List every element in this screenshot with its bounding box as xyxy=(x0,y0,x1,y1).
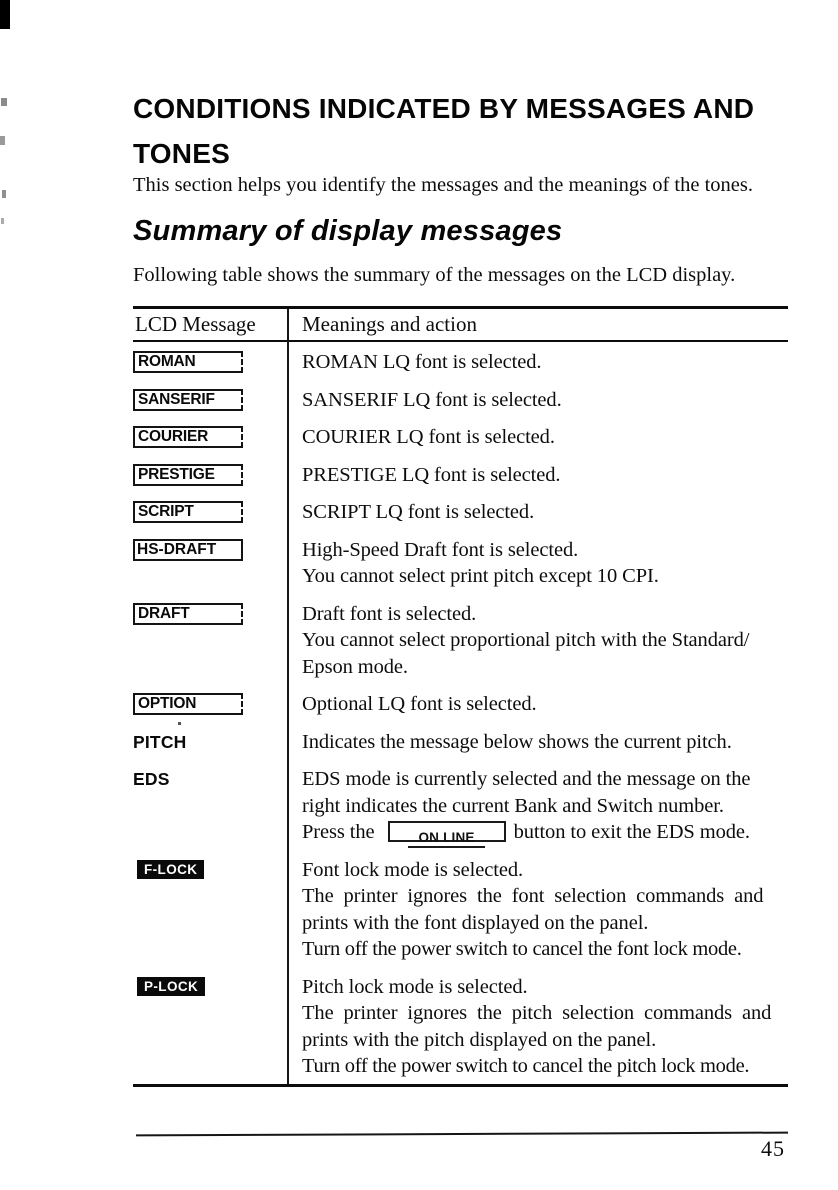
lcd-message-cell xyxy=(133,729,287,756)
meaning-line: Turn off the power switch to cancel the pitch lock mode. xyxy=(302,1055,750,1077)
lcd-message-cell xyxy=(133,974,287,996)
meaning-line: Indicates the message below shows the current pitch. xyxy=(302,730,732,753)
lcd-label-option: OPTION xyxy=(133,693,243,715)
table-header-meanings: Meanings and action xyxy=(302,312,477,336)
meaning-line: High-Speed Draft font is selected. xyxy=(302,538,579,561)
lcd-message-table xyxy=(133,306,788,1087)
scan-artifact-speck xyxy=(0,136,5,145)
press-suffix: button to exit the EDS mode. xyxy=(513,821,750,843)
lcd-label-eds: EDS xyxy=(133,769,170,789)
meaning-cell xyxy=(287,349,788,376)
meaning-line: right indicates the current Bank and Switch number. xyxy=(302,794,724,817)
online-button xyxy=(388,821,506,845)
lcd-message-cell xyxy=(133,424,287,448)
meaning-line: SCRIPT LQ font is selected. xyxy=(302,501,535,523)
meaning-line: ROMAN LQ font is selected. xyxy=(302,351,542,373)
lcd-message-cell xyxy=(133,387,287,411)
meaning-line: You cannot select proportional pitch with the Standard/ xyxy=(302,629,750,651)
meaning-cell xyxy=(287,537,788,590)
table-header-lcd-message: LCD Message xyxy=(135,312,256,336)
meaning-line: COURIER LQ font is selected. xyxy=(302,426,555,448)
intro-paragraph: This section helps you identify the messages and the meanings of the tones. xyxy=(133,174,753,196)
press-prefix: Press the xyxy=(302,821,375,843)
page-title-line2: TONES xyxy=(133,138,230,169)
scan-artifact-speck xyxy=(2,190,6,198)
lcd-label-courier: COURIER xyxy=(133,426,243,448)
press-online-line xyxy=(302,819,788,846)
meaning-cell xyxy=(287,691,788,718)
meaning-line: SANSERIF LQ font is selected. xyxy=(302,388,562,411)
table-row xyxy=(133,492,788,530)
table-row xyxy=(133,455,788,493)
table-row xyxy=(133,850,788,967)
section-title: Summary of display messages xyxy=(133,215,563,247)
meaning-line: EDS mode is currently selected and the message on the xyxy=(302,768,751,790)
lcd-label-hs-draft: HS-DRAFT xyxy=(133,539,243,561)
lcd-label-p-lock: P-LOCK xyxy=(137,977,205,996)
footer-rule xyxy=(136,1132,788,1137)
lcd-label-script: SCRIPT xyxy=(133,501,243,523)
meaning-line: The printer ignores the pitch selection commands and xyxy=(302,1002,772,1024)
meaning-line: The printer ignores the font selection commands and xyxy=(302,885,764,907)
page-title xyxy=(133,86,793,176)
meaning-line: Draft font is selected. xyxy=(302,602,477,625)
meaning-line: Optional LQ font is selected. xyxy=(302,693,537,715)
lcd-label-sanserif: SANSERIF xyxy=(133,389,243,411)
meaning-cell xyxy=(287,857,788,963)
scan-artifact-bar xyxy=(0,0,10,29)
lcd-message-cell xyxy=(133,499,287,523)
meaning-line: Epson mode. xyxy=(302,655,408,678)
meaning-line: PRESTIGE LQ font is selected. xyxy=(302,463,561,486)
table-intro-paragraph: Following table shows the summary of the messages on the LCD display. xyxy=(133,264,736,286)
lcd-message-cell xyxy=(133,537,287,561)
meaning-line: prints with the pitch displayed on the panel. xyxy=(302,1028,657,1051)
lcd-label-pitch: PITCH xyxy=(133,731,187,752)
table-rows xyxy=(133,342,788,1084)
meaning-cell xyxy=(287,499,788,526)
table-row xyxy=(133,684,788,722)
meaning-cell xyxy=(287,462,788,489)
page-number: 45 xyxy=(761,1136,785,1161)
meaning-line: Turn off the power switch to cancel the font lock mode. xyxy=(302,938,742,960)
lcd-message-cell xyxy=(133,766,287,793)
table-row xyxy=(133,594,788,685)
lcd-message-cell xyxy=(133,349,287,373)
table-row xyxy=(133,967,788,1084)
meaning-line: You cannot select print pitch except 10 CPI. xyxy=(302,565,659,587)
meaning-cell xyxy=(287,974,788,1080)
scan-artifact-speck xyxy=(1,218,4,224)
lcd-label-draft: DRAFT xyxy=(133,603,243,625)
scan-artifact-speck xyxy=(1,98,7,106)
table-row xyxy=(133,417,788,455)
meaning-cell xyxy=(287,387,788,414)
page-title-line1: CONDITIONS INDICATED BY MESSAGES AND xyxy=(133,93,755,124)
table-row xyxy=(133,342,788,380)
lcd-message-cell xyxy=(133,691,287,715)
online-button-label: ON LINE xyxy=(408,831,484,848)
table-header-row xyxy=(133,309,788,342)
meaning-cell xyxy=(287,601,788,681)
lcd-label-roman: ROMAN xyxy=(133,351,243,373)
lcd-message-cell xyxy=(133,601,287,625)
meaning-line: prints with the font displayed on the panel. xyxy=(302,911,649,934)
table-row xyxy=(133,530,788,594)
meaning-cell xyxy=(287,424,788,451)
meaning-cell xyxy=(287,766,788,846)
lcd-message-cell xyxy=(133,857,287,879)
table-row xyxy=(133,759,788,850)
table-row xyxy=(133,380,788,418)
table-row xyxy=(133,722,788,760)
lcd-label-f-lock: F-LOCK xyxy=(137,860,204,879)
meaning-line: Font lock mode is selected. xyxy=(302,858,524,881)
column-divider xyxy=(287,309,289,1084)
meaning-line: Pitch lock mode is selected. xyxy=(302,975,528,998)
lcd-message-cell xyxy=(133,462,287,486)
lcd-label-prestige: PRESTIGE xyxy=(133,464,243,486)
meaning-cell xyxy=(287,729,788,756)
